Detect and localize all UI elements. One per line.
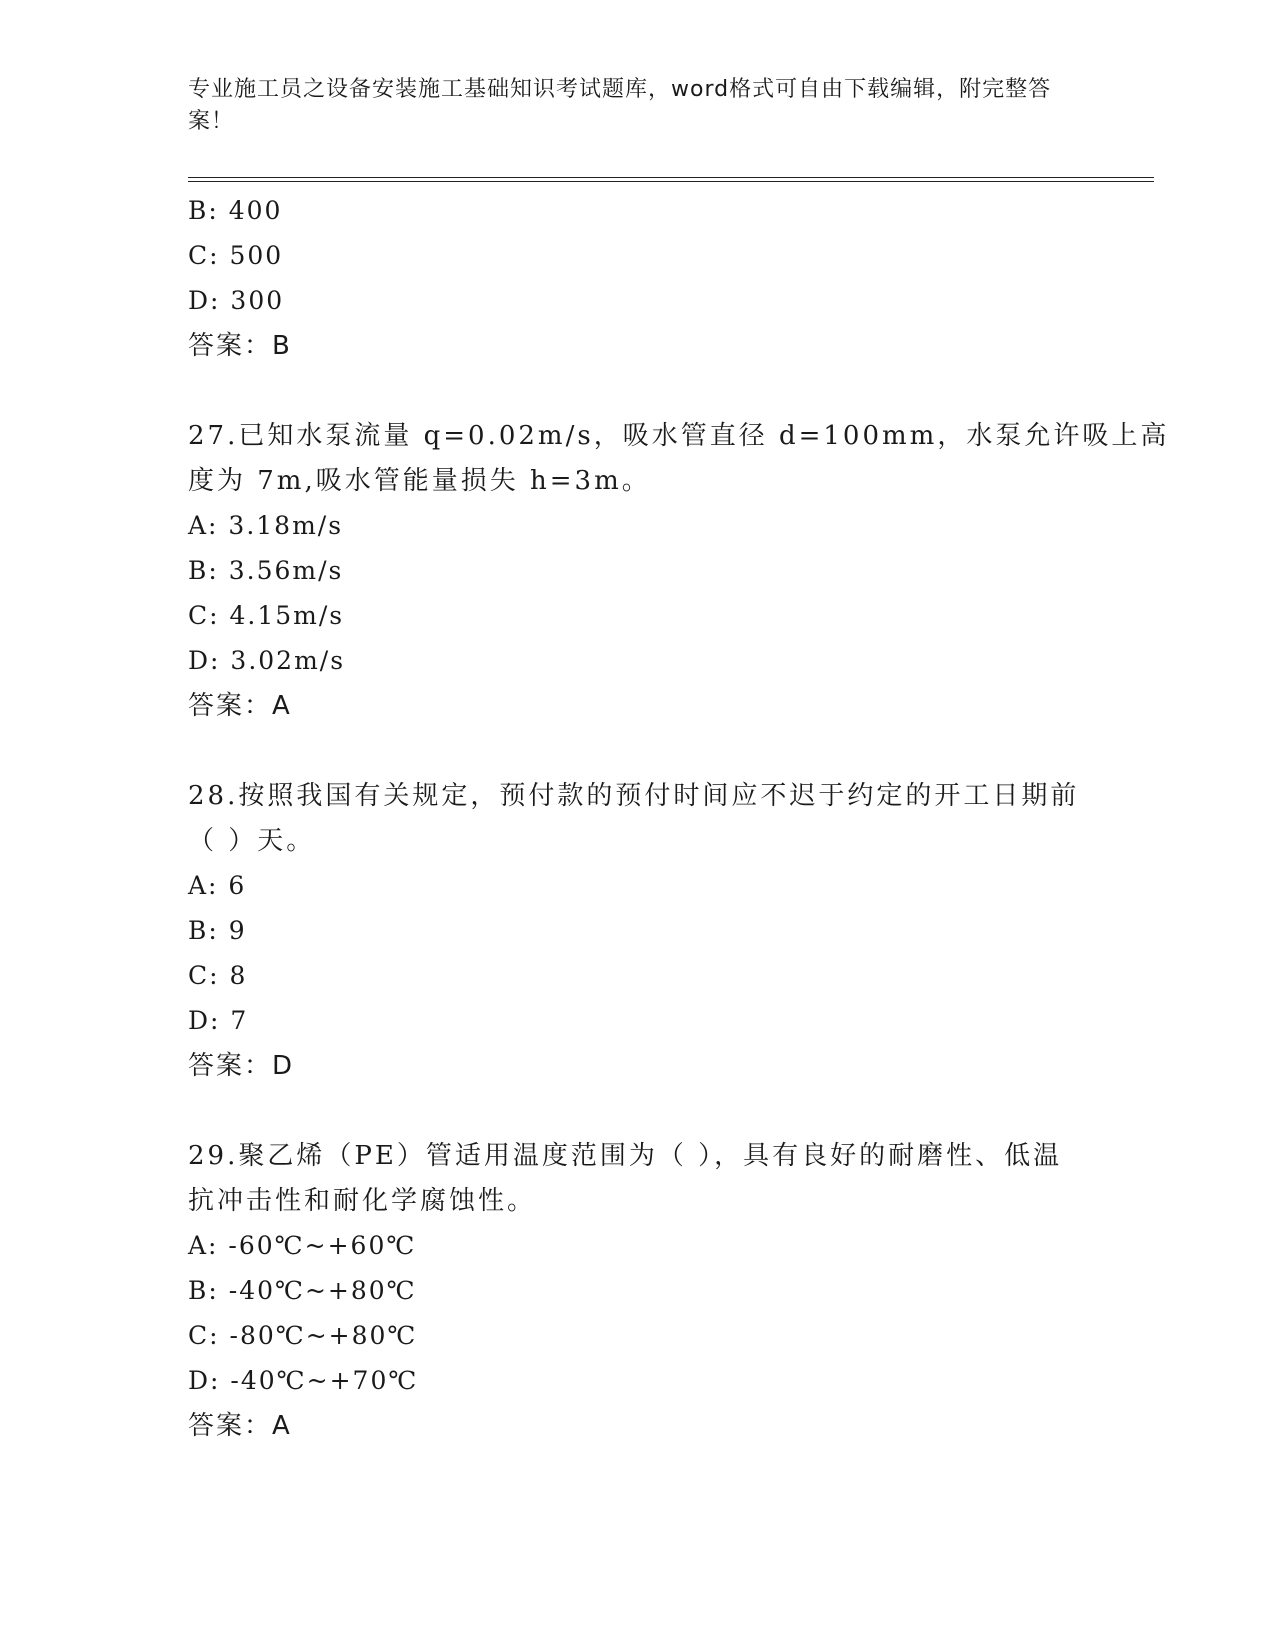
header-divider-bottom <box>188 181 1154 182</box>
question-29-stem: 抗冲击性和耐化学腐蚀性。 <box>188 1186 537 1216</box>
option-c: C: 4.15m/s <box>188 601 345 630</box>
header-divider-top <box>188 177 1154 178</box>
option-d: D: 300 <box>188 286 285 315</box>
question-28-stem: （ ）天。 <box>188 826 316 856</box>
option-b: B: 3.56m/s <box>188 556 344 585</box>
answer-line: 答案：A <box>188 691 292 721</box>
option-a: A: 3.18m/s <box>188 511 344 540</box>
option-c: C: 8 <box>188 961 248 990</box>
question-27-stem: 度为 7m,吸水管能量损失 h=3m。 <box>188 466 651 496</box>
answer-line: 答案：A <box>188 1411 292 1441</box>
option-b: B: -40℃~+80℃ <box>188 1276 417 1305</box>
option-d: D: -40℃~+70℃ <box>188 1366 419 1395</box>
option-c: C: -80℃~+80℃ <box>188 1321 418 1350</box>
answer-line: 答案：D <box>188 1051 295 1081</box>
question-29-stem: 29.聚乙烯（PE）管适用温度范围为（ ），具有良好的耐磨性、低温 <box>188 1141 1063 1171</box>
answer-line: 答案：B <box>188 331 292 361</box>
option-a: A: 6 <box>188 871 247 900</box>
option-d: D: 3.02m/s <box>188 646 346 675</box>
document-header: 专业施工员之设备安装施工基础知识考试题库，word格式可自由下载编辑，附完整答案！ <box>188 77 1052 134</box>
option-d: D: 7 <box>188 1006 249 1035</box>
option-c: C: 500 <box>188 241 284 270</box>
option-a: A: -60℃~+60℃ <box>188 1231 417 1260</box>
question-27-stem: 27.已知水泵流量 q=0.02m/s，吸水管直径 d=100mm，水泵允许吸上高 <box>188 421 1170 451</box>
question-28-stem: 28.按照我国有关规定，预付款的预付时间应不迟于约定的开工日期前 <box>188 781 1080 811</box>
option-b: B: 400 <box>188 196 283 225</box>
option-b: B: 9 <box>188 916 247 945</box>
